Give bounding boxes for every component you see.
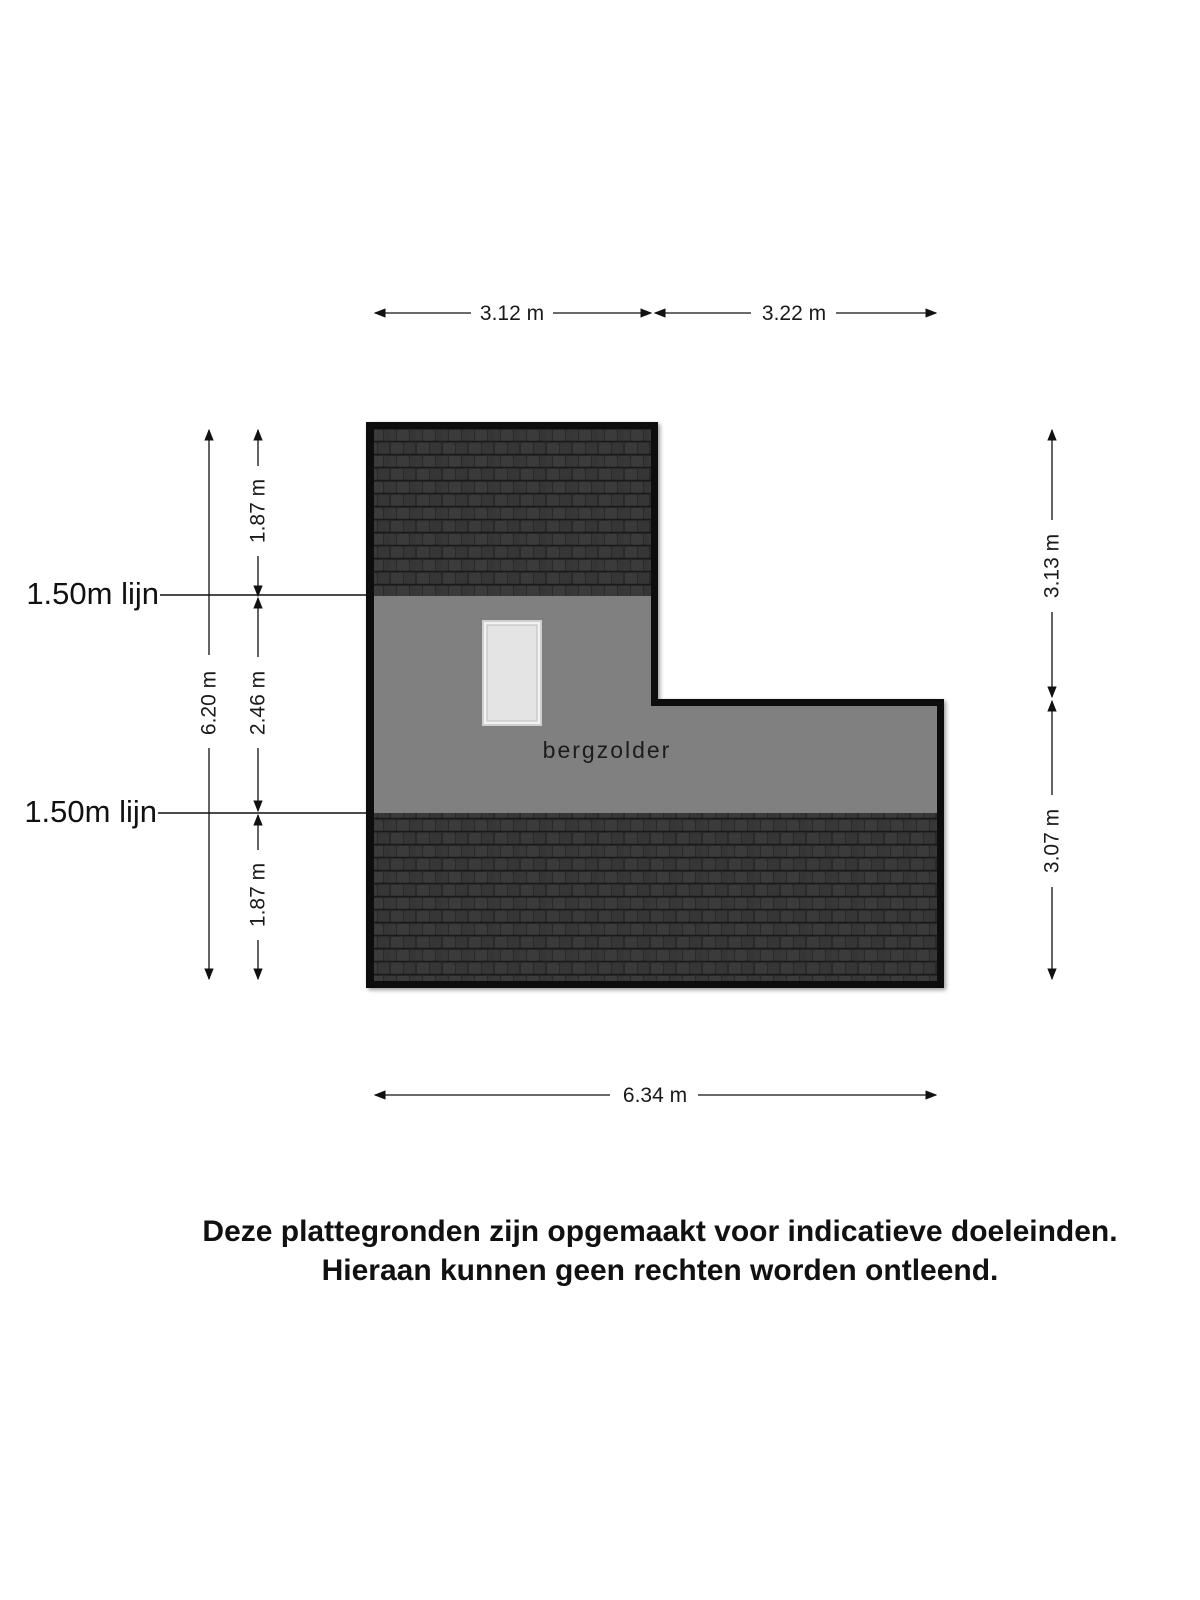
dimension-top bbox=[375, 302, 936, 325]
roof-tiles-top bbox=[374, 429, 651, 596]
height-line-top-label: 1.50m lijn bbox=[26, 576, 159, 611]
dimension-right-segments bbox=[1041, 430, 1064, 979]
building-outline bbox=[366, 422, 944, 988]
dim-right-top: 3.13 m bbox=[1040, 533, 1064, 599]
disclaimer-line-2: Hieraan kunnen geen rechten worden ontleend. bbox=[321, 1254, 999, 1287]
height-lines bbox=[24, 576, 366, 829]
dim-top-right: 3.22 m bbox=[761, 302, 827, 325]
dim-bottom-total: 6.34 m bbox=[622, 1084, 688, 1107]
dim-right-bottom: 3.07 m bbox=[1040, 808, 1064, 874]
dim-top-left: 3.12 m bbox=[479, 302, 545, 325]
disclaimer-line-1: Deze plattegronden zijn opgemaakt voor indicatieve doeleinden. bbox=[202, 1215, 1118, 1248]
dim-left-top: 1.87 m bbox=[246, 478, 270, 544]
disclaimer bbox=[70, 1212, 1200, 1290]
dim-left-total: 6.20 m bbox=[197, 670, 221, 736]
dimension-bottom bbox=[375, 1084, 936, 1107]
dimension-left-total bbox=[198, 430, 221, 979]
dim-left-middle: 2.46 m bbox=[246, 670, 270, 736]
dimension-left-segments bbox=[247, 430, 270, 979]
roof-tiles-bottom bbox=[374, 813, 937, 981]
dim-left-bottom: 1.87 m bbox=[246, 862, 270, 928]
height-line-bottom-label: 1.50m lijn bbox=[24, 794, 157, 829]
room-label: bergzolder bbox=[542, 737, 672, 763]
